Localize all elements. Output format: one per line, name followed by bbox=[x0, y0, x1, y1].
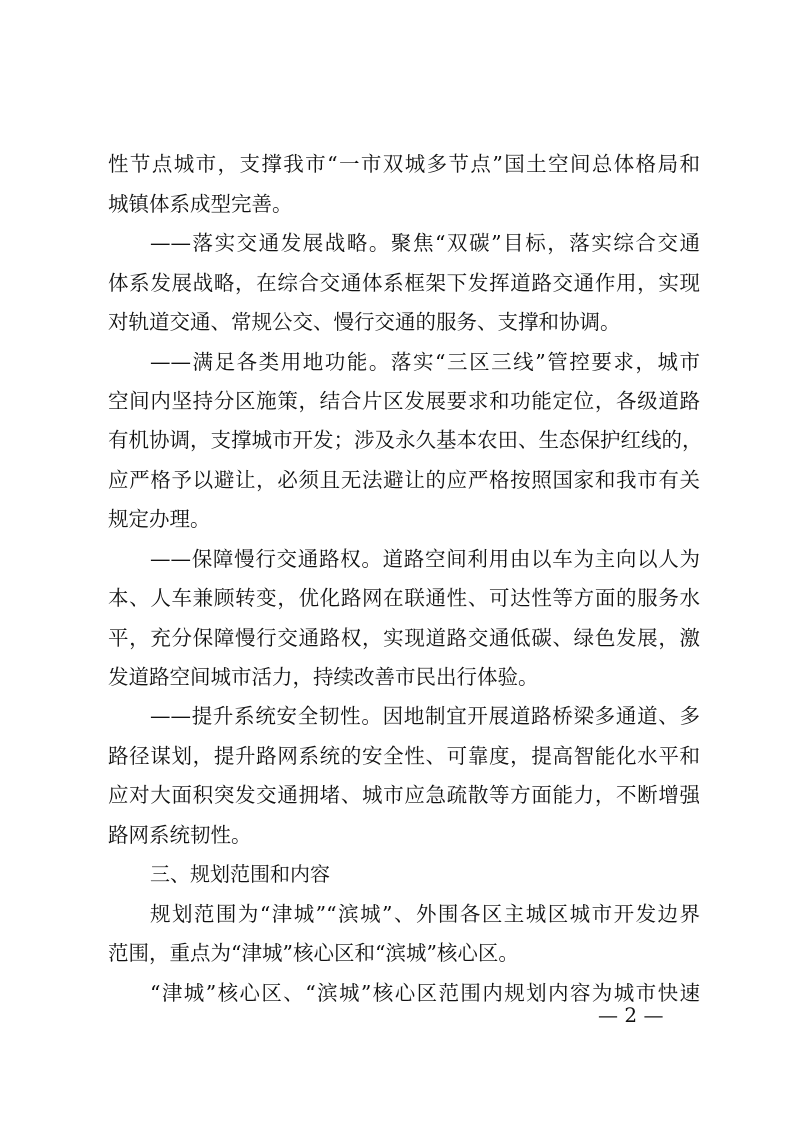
text-line: 性节点城市，支撑我市“一市双城多节点”国土空间总体格局和 bbox=[108, 152, 700, 176]
text-line: 体系发展战略，在综合交通体系框架下发挥道路交通作用，实现 bbox=[108, 271, 700, 295]
text-line: 应对大面积突发交通拥堵、城市应急疏散等方面能力，不断增强 bbox=[108, 783, 700, 807]
text-line: 空间内坚持分区施策，结合片区发展要求和功能定位，各级道路 bbox=[108, 389, 700, 413]
text-line: 有机协调，支撑城市开发；涉及永久基本农田、生态保护红线的， bbox=[108, 428, 703, 452]
text-line: 规定办理。 bbox=[108, 507, 211, 531]
page-number: — 2 — bbox=[598, 1003, 664, 1027]
text-line: 范围，重点为“津城”核心区和“滨城”核心区。 bbox=[108, 941, 519, 965]
section-heading: 三、规划范围和内容 bbox=[150, 862, 330, 886]
text-line: 规划范围为“津城”“滨城”、外围各区主城区城市开发边界 bbox=[150, 902, 700, 926]
text-line: “津城”核心区、“滨城”核心区范围内规划内容为城市快速 bbox=[150, 981, 700, 1005]
text-line: 发道路空间城市活力，持续改善市民出行体验。 bbox=[108, 665, 539, 689]
text-line: ——满足各类用地功能。落实“三区三线”管控要求，城市 bbox=[150, 350, 700, 374]
text-line: ——提升系统安全韧性。因地制宜开展道路桥梁多通道、多 bbox=[150, 704, 700, 728]
text-line: 本、人车兼顾转变，优化路网在联通性、可达性等方面的服务水 bbox=[108, 586, 700, 610]
text-line: 应严格予以避让，必须且无法避让的应严格按照国家和我市有关 bbox=[108, 468, 700, 492]
text-line: 路径谋划，提升路网系统的安全性、可靠度，提高智能化水平和 bbox=[108, 744, 700, 768]
text-line: 城镇体系成型完善。 bbox=[108, 192, 293, 216]
text-line: ——落实交通发展战略。聚焦“双碳”目标，落实综合交通 bbox=[150, 231, 700, 255]
text-line: ——保障慢行交通路权。道路空间利用由以车为主向以人为 bbox=[150, 547, 700, 571]
text-line: 平，充分保障慢行交通路权，实现道路交通低碳、绿色发展，激 bbox=[108, 626, 700, 650]
text-line: 路网系统韧性。 bbox=[108, 823, 252, 847]
text-line: 对轨道交通、常规公交、慢行交通的服务、支撑和协调。 bbox=[108, 310, 621, 334]
